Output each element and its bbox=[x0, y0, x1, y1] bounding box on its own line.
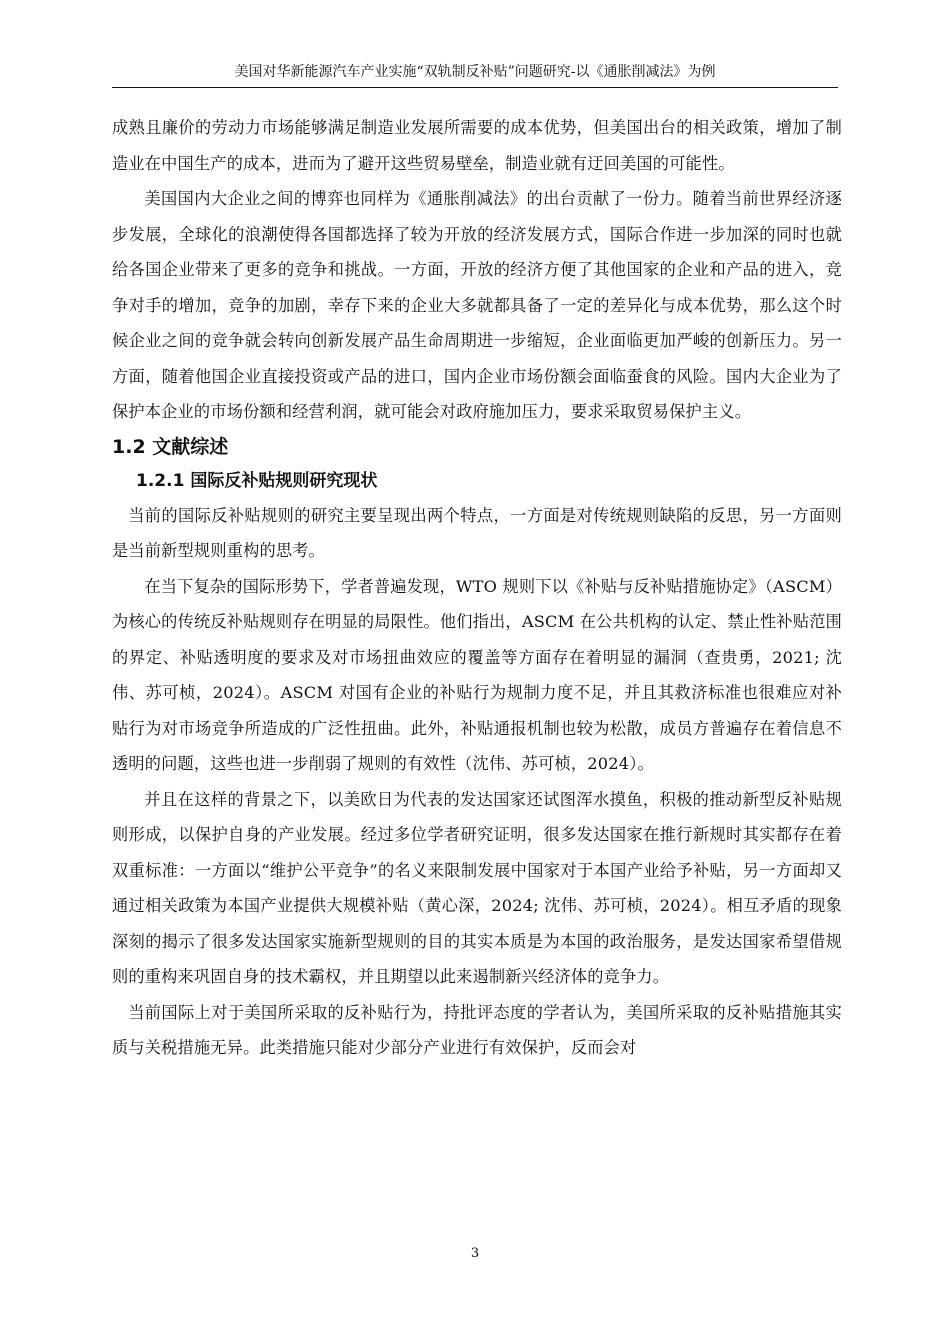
paragraph-critics: 当前国际上对于美国所采取的反补贴行为，持批评态度的学者认为，美国所采取的反补贴措施其实质与关税措施无异。此类措施只能对少部分产业进行有效保护，反而会对 bbox=[112, 1002, 842, 1057]
section-heading-literature-review: 1.2 文献综述 bbox=[112, 435, 229, 458]
running-header: 美国对华新能源汽车产业实施“双轨制反补贴”问题研究-以《通胀削减法》为例 bbox=[234, 64, 716, 80]
subsection-heading-countervailing-rules: 1.2.1 国际反补贴规则研究现状 bbox=[136, 470, 378, 491]
header-rule bbox=[112, 87, 838, 88]
page-body bbox=[112, 110, 842, 1066]
paragraph-ascm-limitations: 在当下复杂的国际形势下，学者普遍发现，WTO 规则下以《补贴与反补贴措施协定》（ASCM）为核心的传统反补贴规则存在明显的局限性。他们指出，ASCM 在公共机构的认定、禁止性补贴范围的界定、补贴透明度的要求及对市场扭曲效应的覆盖等方面存在着明显的漏洞（查贵勇，2021; 沈伟、苏可桢，2024）。ASCM 对国有企业的补贴行为规制力度不足，并且其救济标准也很难应对补贴行为对市场竞争所造成的广泛性扭曲。此外，补贴通报机制也较为松散，成员方普遍存在着信息不透明的问题，这些也进一步削弱了规则的有效性（沈伟、苏可桢，2024）。 bbox=[112, 576, 842, 773]
paragraph-research-features: 当前的国际反补贴规则的研究主要呈现出两个特点，一方面是对传统规则缺陷的反思，另一方面则是当前新型规则重构的思考。 bbox=[112, 505, 842, 560]
paragraph-double-standards: 并且在这样的背景之下，以美欧日为代表的发达国家还试图浑水摸鱼，积极的推动新型反补贴规则形成，以保护自身的产业发展。经过多位学者研究证明，很多发达国家在推行新规时其实都存在着双重标准：一方面以“维护公平竞争”的名义来限制发展中国家对于本国产业给予补贴，另一方面却又通过相关政策为本国产业提供大规模补贴（黄心深，2024; 沈伟、苏可桢，2024）。相互矛盾的现象深刻的揭示了很多发达国家实施新型规则的目的其实本质是为本国的政治服务，是发达国家希望借规则的重构来巩固自身的技术霸权，并且期望以此来遏制新兴经济体的竞争力。 bbox=[112, 789, 842, 986]
paragraph-corporate-competition: 美国国内大企业之间的博弈也同样为《通胀削减法》的出台贡献了一份力。随着当前世界经济逐步发展，全球化的浪潮使得各国都选择了较为开放的经济发展方式，国际合作进一步加深的同时也就给各国企业带来了更多的竞争和挑战。一方面，开放的经济方便了其他国家的企业和产品的进入，竞争对手的增加，竞争的加剧，幸存下来的企业大多就都具备了一定的差异化与成本优势，那么这个时候企业之间的竞争就会转向创新发展产品生命周期进一步缩短，企业面临更加严峻的创新压力。另一方面，随着他国企业直接投资或产品的进口，国内企业市场份额会面临蚕食的风险。国内大企业为了保护本企业的市场份额和经营利润，就可能会对政府施加压力，要求采取贸易保护主义。 bbox=[112, 189, 842, 421]
paragraph-continued: 成熟且廉价的劳动力市场能够满足制造业发展所需要的成本优势，但美国出台的相关政策，增加了制造业在中国生产的成本，进而为了避开这些贸易壁垒，制造业就有迂回美国的可能性。 bbox=[112, 118, 842, 173]
page-number: 3 bbox=[470, 1246, 480, 1261]
